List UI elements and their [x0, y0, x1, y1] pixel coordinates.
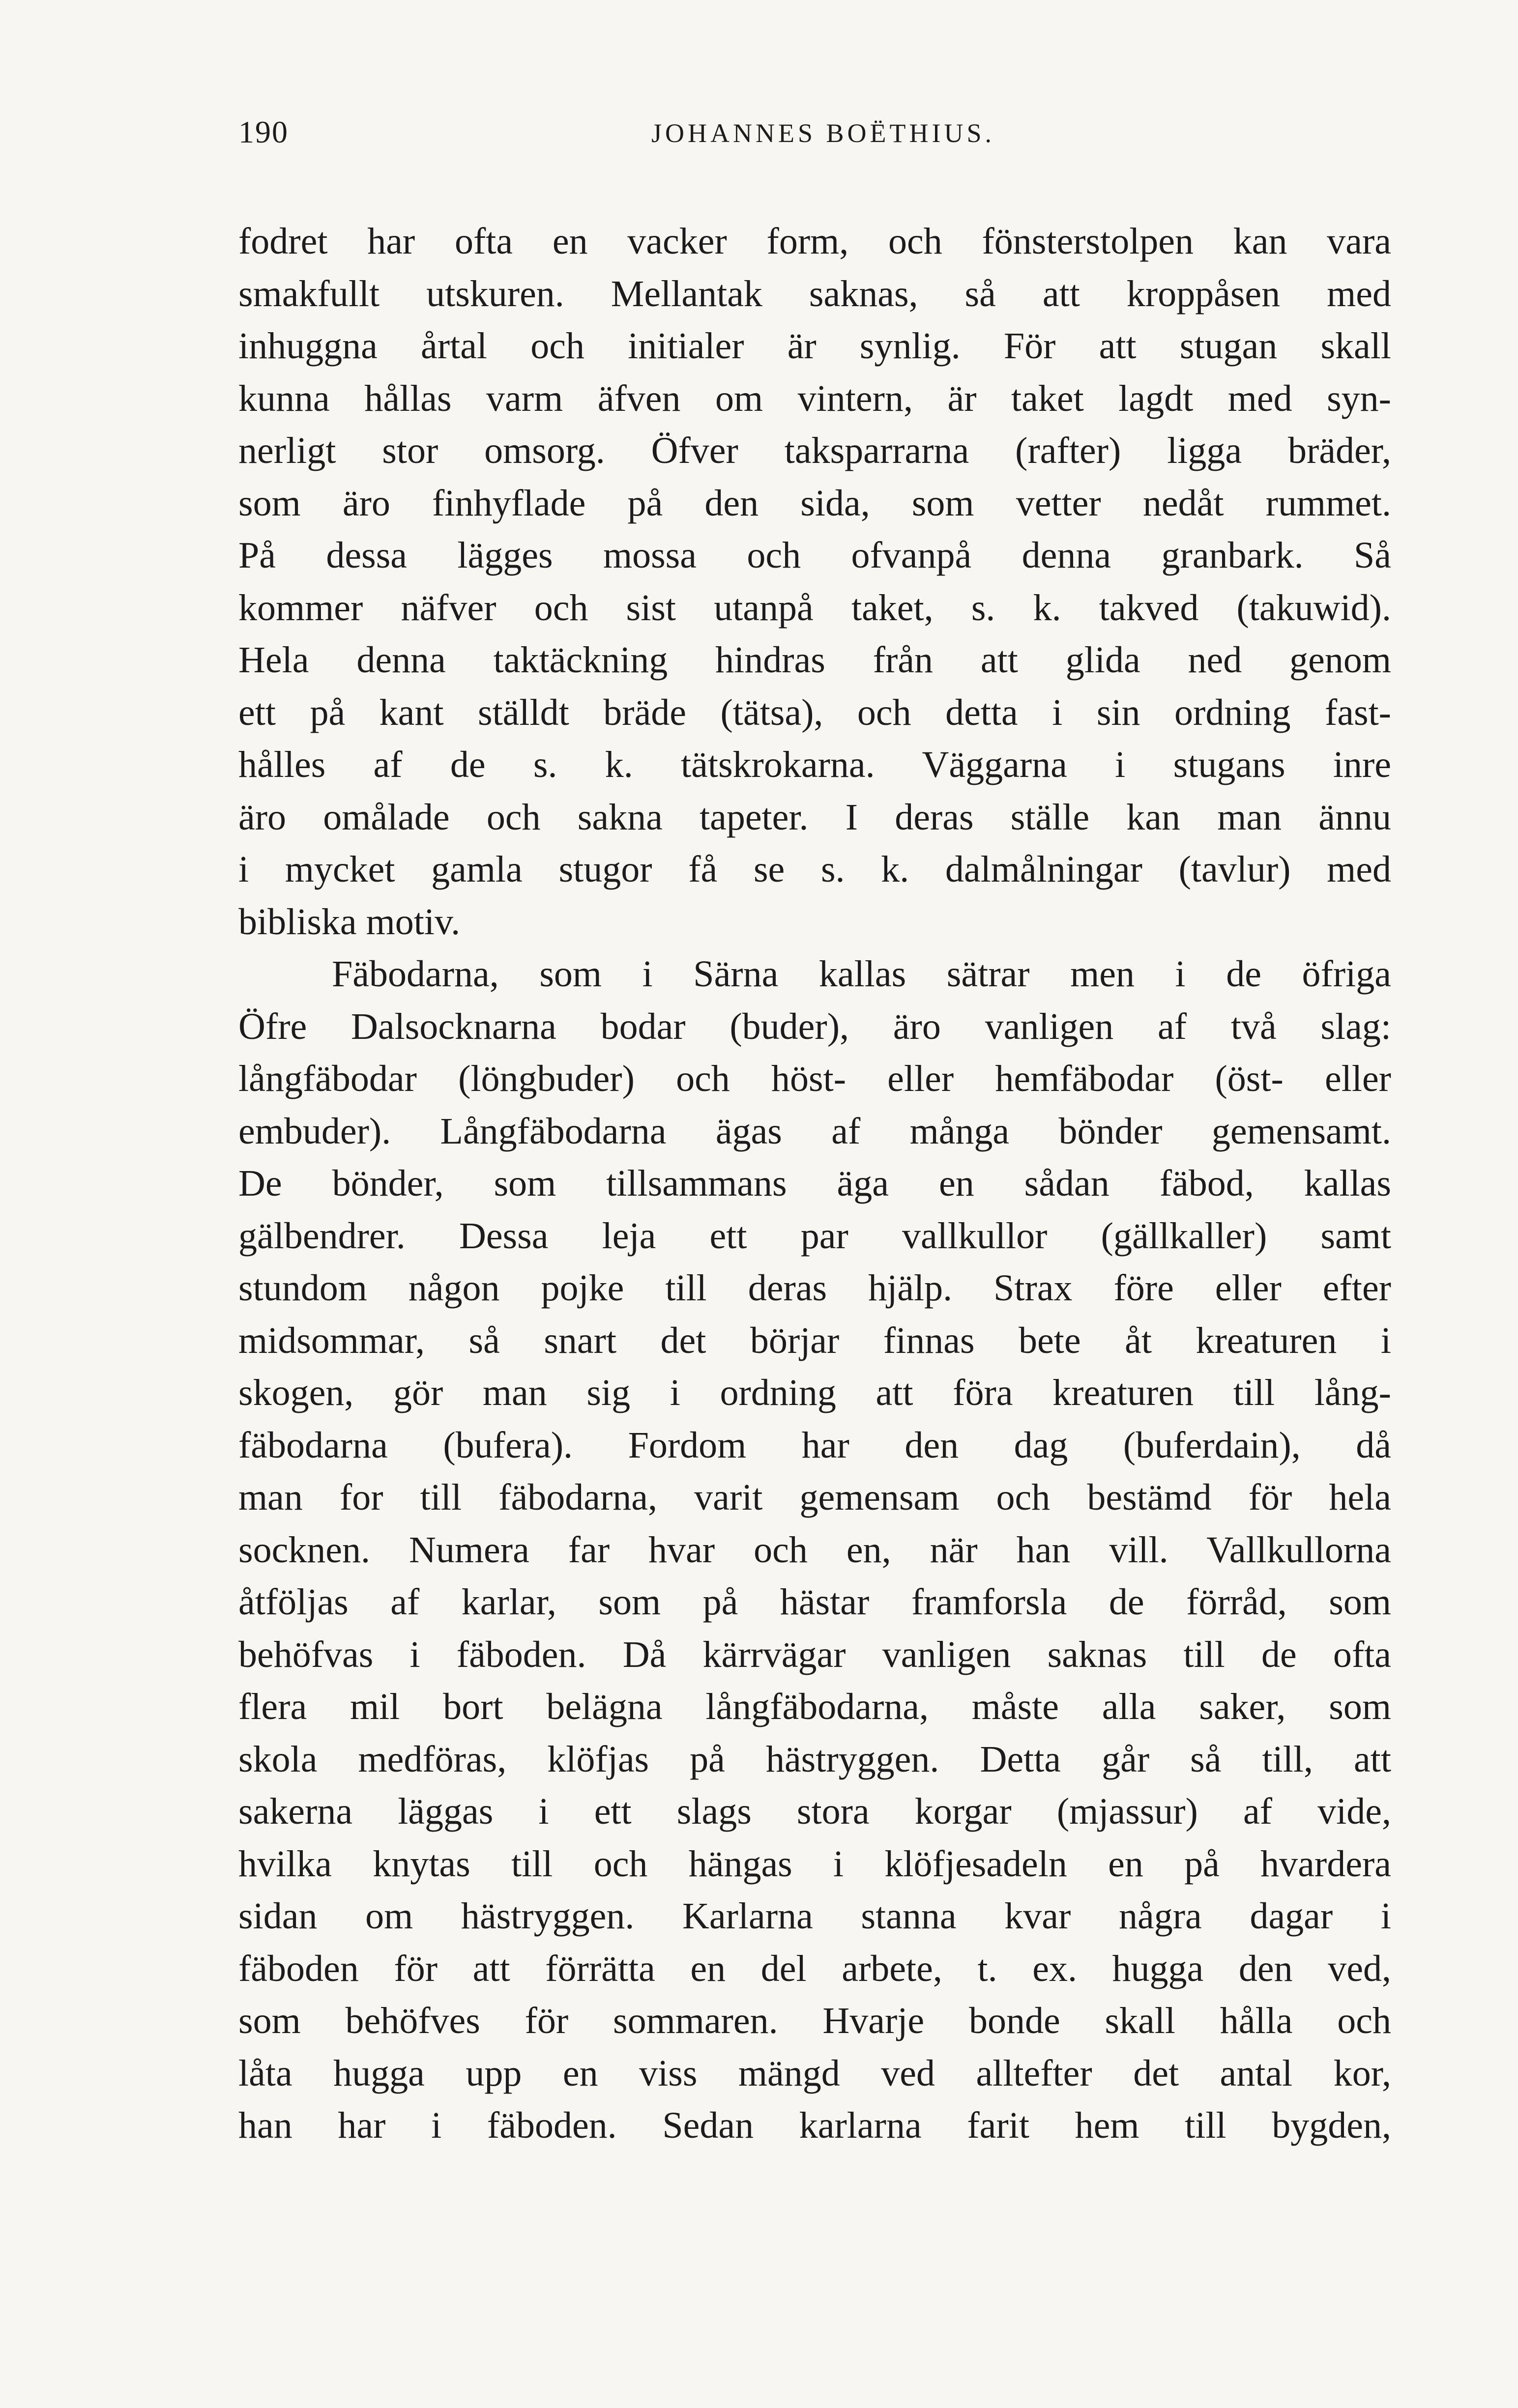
text-line: socknen. Numera far hvar och en, när han vill. Vallkullorna — [238, 1529, 1391, 1571]
text-line: Fäbodarna, som i Särna kallas sätrar men i de öfriga — [332, 953, 1391, 995]
text-line: hvilka knytas till och hängas i klöfjesadeln en på hvardera — [238, 1843, 1391, 1885]
text-line: i mycket gamla stugor få se s. k. dalmålningar (tavlur) med — [238, 849, 1391, 890]
text-line: som äro finhyflade på den sida, som vetter nedåt rummet. — [238, 482, 1391, 524]
text-line: midsommar, så snart det börjar finnas bete åt kreaturen i — [238, 1319, 1391, 1361]
text-line: skola medföras, klöfjas på hästryggen. Detta går så till, att — [238, 1738, 1391, 1780]
text-line: äro omålade och sakna tapeter. I deras ställe kan man ännu — [238, 796, 1391, 838]
text-line: låta hugga upp en viss mängd ved alltefter det antal kor, — [238, 2052, 1391, 2094]
page-number: 190 — [238, 115, 289, 149]
text-line: man for till fäbodarna, varit gemensam och bestämd för hela — [238, 1477, 1391, 1518]
text-line: kunna hållas varm äfven om vintern, är taket lagdt med syn- — [238, 377, 1391, 419]
text-line: embuder). Långfäbodarna ägas af många bönder gemensamt. — [238, 1110, 1391, 1152]
text-line: Hela denna taktäckning hindras från att glida ned genom — [238, 639, 1391, 681]
text-line: smakfullt utskuren. Mellantak saknas, så att kroppåsen med — [238, 273, 1391, 315]
running-head — [238, 114, 1391, 163]
text-line: sidan om hästryggen. Karlarna stanna kvar några dagar i — [238, 1895, 1391, 1937]
text-line: behöfvas i fäboden. Då kärrvägar vanligen saknas till de ofta — [238, 1634, 1391, 1675]
text-line: ett på kant ställdt bräde (tätsa), och detta i sin ordning fast- — [238, 691, 1391, 733]
text-line: sakerna läggas i ett slags stora korgar (mjassur) af vide, — [238, 1791, 1391, 1832]
text-line: fäbodarna (bufera). Fordom har den dag (buferdain), då — [238, 1424, 1391, 1466]
text-line: han har i fäboden. Sedan karlarna farit hem till bygden, — [238, 2105, 1391, 2146]
text-line: kommer näfver och sist utanpå taket, s. k. takved (takuwid). — [238, 587, 1391, 629]
text-line: Öfre Dalsocknarna bodar (buder), äro vanligen af två slag: — [238, 1005, 1391, 1047]
text-line: De bönder, som tillsammans äga en sådan fäbod, kallas — [238, 1163, 1391, 1204]
running-title: JOHANNES BOËTHIUS. — [651, 118, 995, 148]
text-line: flera mil bort belägna långfäbodarna, måste alla saker, som — [238, 1686, 1391, 1727]
text-line: bibliska motiv. — [238, 901, 461, 943]
text-line: inhuggna årtal och initialer är synlig. För att stugan skall — [238, 325, 1391, 367]
body-text — [238, 215, 1391, 2152]
text-line: nerligt stor omsorg. Öfver taksparrarna (rafter) ligga bräder, — [238, 430, 1391, 471]
text-line: hålles af de s. k. tätskrokarna. Väggarna i stugans inre — [238, 744, 1391, 785]
text-line: På dessa lägges mossa och ofvanpå denna granbark. Så — [238, 535, 1391, 576]
text-line: åtföljas af karlar, som på hästar framforsla de förråd, som — [238, 1581, 1391, 1623]
text-line: långfäbodar (löngbuder) och höst- eller hemfäbodar (öst- eller — [238, 1058, 1391, 1099]
text-line: skogen, gör man sig i ordning att föra kreaturen till lång- — [238, 1372, 1391, 1413]
text-line: som behöfves för sommaren. Hvarje bonde skall hålla och — [238, 2000, 1391, 2041]
text-line: gälbendrer. Dessa leja ett par vallkullor (gällkaller) samt — [238, 1215, 1391, 1257]
text-line: fodret har ofta en vacker form, och fönsterstolpen kan vara — [238, 221, 1391, 262]
text-line: fäboden för att förrätta en del arbete, t. ex. hugga den ved, — [238, 1948, 1391, 1989]
text-line: stundom någon pojke till deras hjälp. Strax före eller efter — [238, 1267, 1391, 1309]
